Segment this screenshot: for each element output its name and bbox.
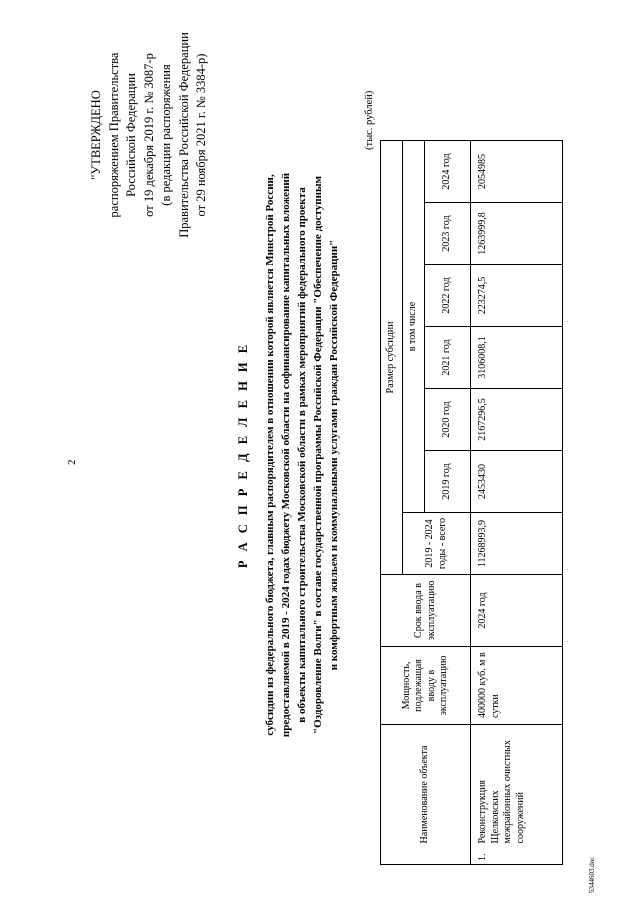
header-object-name: Наименование объекта	[381, 725, 471, 865]
capacity-cell: 400000 куб. м в сутки	[471, 647, 563, 725]
approval-line: Правительства Российской Федерации	[176, 32, 191, 238]
year-value-cell: 2453430	[471, 451, 563, 513]
year-value-cell: 1263999,8	[471, 203, 563, 265]
total-cell: 11268993,9	[471, 513, 563, 575]
description-line: субсидии из федерального бюджета, главным распорядителем в отношении которой является Минстрой России,	[264, 174, 276, 736]
header-commission-date: Срок ввода в эксплуатацию	[381, 575, 471, 647]
description-line: и комфортным жильем и коммунальными услугами граждан Российской Федерации"	[328, 239, 340, 671]
header-total: 2019 - 2024 годы - всего	[403, 513, 471, 575]
header-including: в том числе	[403, 141, 425, 513]
document-heading: Р А С П Р Е Д Е Л Е Н И Е	[236, 341, 250, 569]
page-number: 2	[66, 459, 78, 465]
year-value-cell: 2054985	[471, 141, 563, 203]
approval-line: от 19 декабря 2019 г. № 3087-р	[141, 53, 156, 217]
footer-doc-code: 5344603.doc	[588, 856, 596, 893]
row-number: 1.	[477, 853, 488, 861]
year-value-cell: 2167296,5	[471, 389, 563, 451]
year-value-cell: 3106008,1	[471, 327, 563, 389]
table-row	[471, 141, 563, 865]
header-capacity: Мощность, подлежащая вводу в эксплуатацию	[381, 647, 471, 725]
approval-stamp-block	[88, 5, 211, 265]
header-year: 2020 год	[425, 389, 471, 451]
approval-line: (в редакции распоряжения	[159, 64, 173, 206]
document-description	[262, 105, 342, 805]
year-value-cell: 223274,5	[471, 265, 563, 327]
commission-date-cell: 2024 год	[471, 575, 563, 647]
subsidy-table	[380, 140, 563, 865]
object-name-cell	[471, 725, 563, 865]
approval-line: "УТВЕРЖДЕНО	[89, 90, 103, 180]
header-year: 2019 год	[425, 451, 471, 513]
description-line: предоставляемой в 2019 - 2024 годах бюджету Московской области на софинансирование капитальных вложений	[280, 172, 292, 738]
header-year: 2021 год	[425, 327, 471, 389]
approval-line: от 29 ноября 2021 г. № 3384-р)	[194, 53, 208, 217]
header-year: 2024 год	[425, 141, 471, 203]
approval-line: Российской Федерации	[124, 73, 138, 197]
header-subsidy-size: Размер субсидии	[381, 141, 403, 575]
description-line: в объекты капитального строительства Московской области в рамках мероприятий федерального проекта	[296, 187, 308, 723]
description-line: "Оздоровление Волги" в составе государственной программы Российской Федерации "Обеспечение доступным	[312, 175, 324, 735]
header-year: 2023 год	[425, 203, 471, 265]
approval-line: распоряжением Правительства	[106, 52, 121, 218]
object-name: Реконструкция Щелковских межрайонных очистных сооружений	[477, 740, 526, 844]
header-year: 2022 год	[425, 265, 471, 327]
units-label: (тыс. рублей)	[364, 90, 375, 150]
